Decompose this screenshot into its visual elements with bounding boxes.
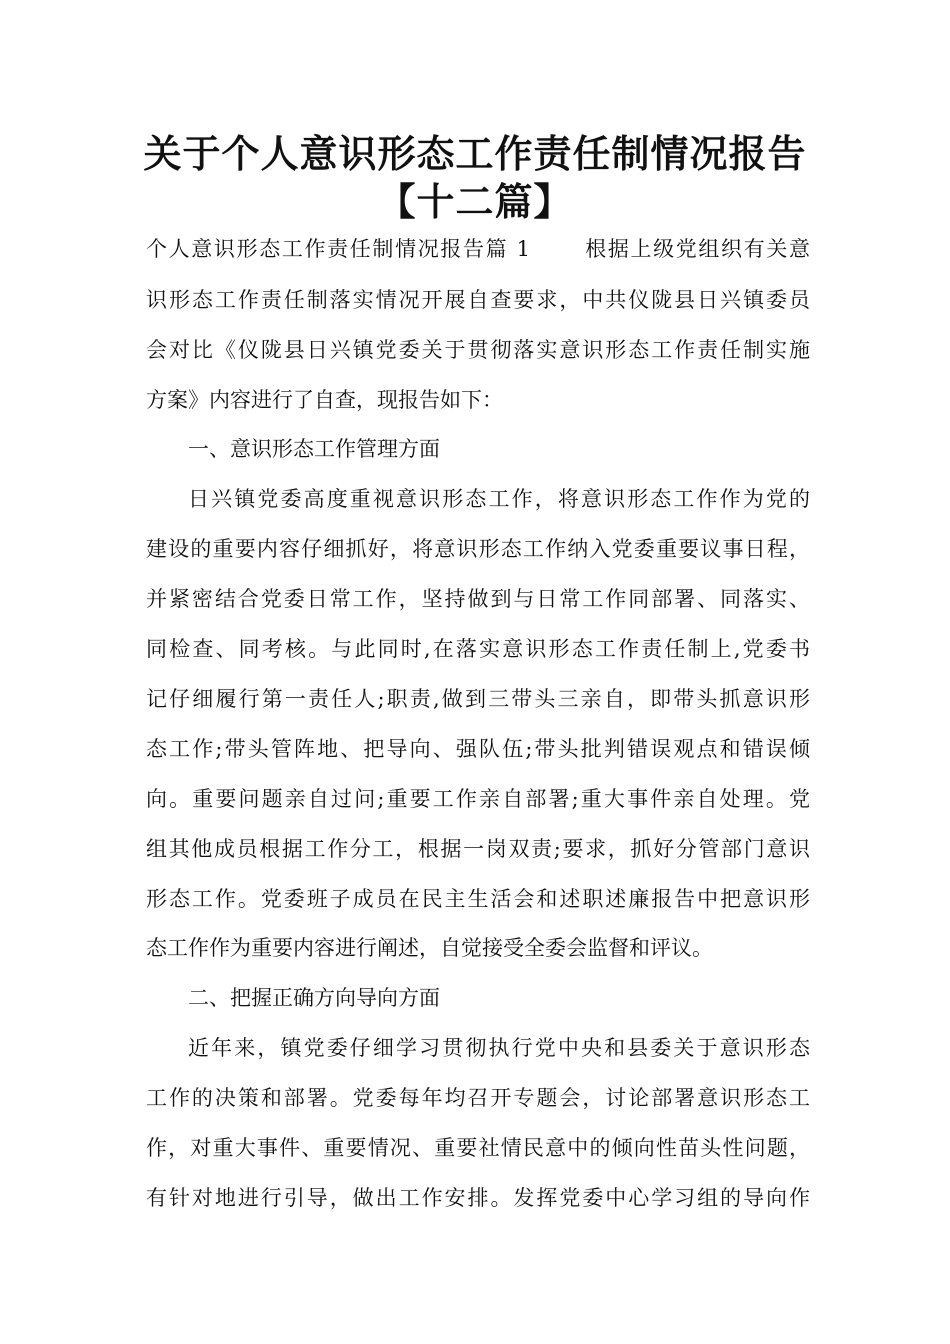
body-line: 识形态工作责任制落实情况开展自查要求，中共仪陇县日兴镇委员 <box>146 288 810 312</box>
body-line: 记仔细履行第一责任人;职责,做到三带头三亲自，即带头抓意识形 <box>146 687 810 711</box>
section-heading: 二、把握正确方向导向方面 <box>188 986 440 1010</box>
document-title-line-1: 关于个人意识形态工作责任制情况报告 <box>143 132 807 176</box>
body-line: 同检查、同考核。与此同时,在落实意识形态工作责任制上,党委书 <box>146 637 810 661</box>
body-line: 组其他成员根据工作分工，根据一岗双责;要求，抓好分管部门意识 <box>146 837 810 861</box>
body-line: 工作的决策和部署。党委每年均召开专题会，讨论部署意识形态工 <box>146 1086 810 1110</box>
body-line: 作，对重大事件、重要情况、重要社情民意中的倾向性苗头性问题， <box>146 1136 810 1160</box>
body-line: 个人意识形态工作责任制情况报告篇 1 根据上级党组织有关意 <box>146 237 810 261</box>
body-line: 向。重要问题亲自过问;重要工作亲自部署;重大事件亲自处理。党 <box>146 787 810 811</box>
body-line: 并紧密结合党委日常工作，坚持做到与日常工作同部署、同落实、 <box>146 587 810 611</box>
body-line: 态工作;带头管阵地、把导向、强队伍;带头批判错误观点和错误倾 <box>146 737 810 761</box>
body-line: 日兴镇党委高度重视意识形态工作，将意识形态工作作为党的 <box>188 487 810 511</box>
body-line: 方案》内容进行了自查，现报告如下： <box>146 388 503 412</box>
document-title-line-2: 【十二篇】 <box>377 180 573 224</box>
body-line: 形态工作。党委班子成员在民主生活会和述职述廉报告中把意识形 <box>146 887 810 911</box>
body-line: 近年来，镇党委仔细学习贯彻执行党中央和县委关于意识形态 <box>188 1036 810 1060</box>
section-heading: 一、意识形态工作管理方面 <box>188 437 440 461</box>
body-line: 会对比《仪陇县日兴镇党委关于贯彻落实意识形态工作责任制实施 <box>146 338 810 362</box>
body-line: 建设的重要内容仔细抓好，将意识形态工作纳入党委重要议事日程， <box>146 537 810 561</box>
body-line: 态工作作为重要内容进行阐述，自觉接受全委会监督和评议。 <box>146 936 713 960</box>
body-line: 有针对地进行引导，做出工作安排。发挥党委中心学习组的导向作 <box>146 1186 810 1210</box>
